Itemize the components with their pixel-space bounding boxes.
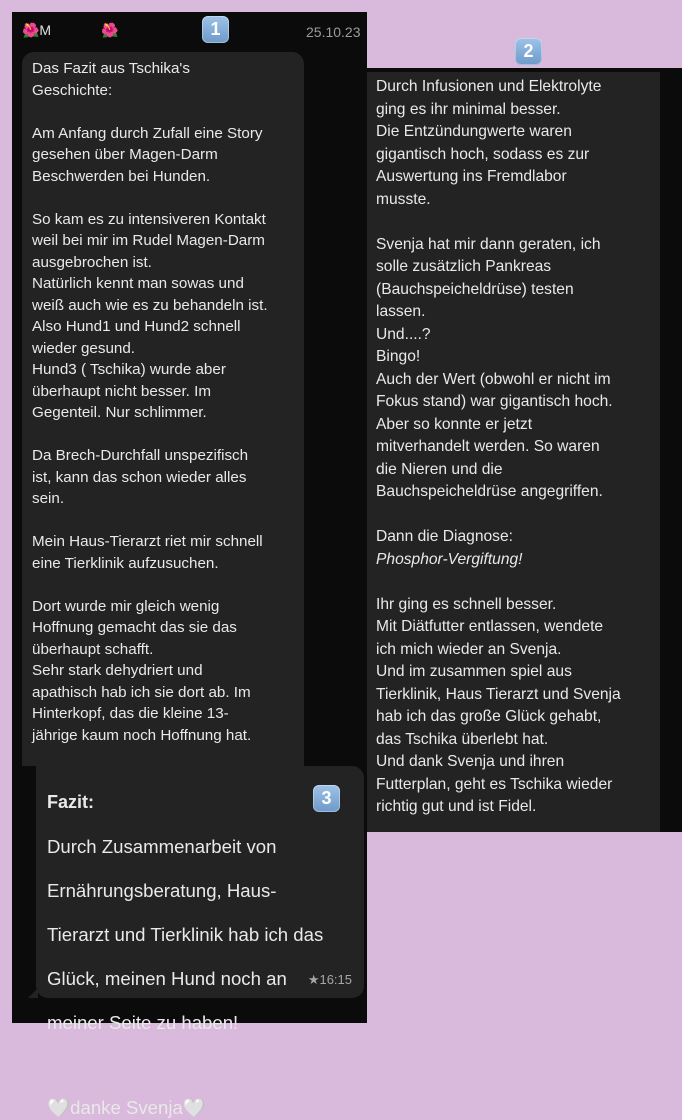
blank-line xyxy=(376,571,660,594)
message-line: Bingo! xyxy=(376,348,421,365)
message-line: eine Tierklinik aufzusuchen. xyxy=(32,554,219,572)
message-line: Gegenteil. Nur schlimmer. xyxy=(32,404,207,421)
message-line: apathisch hab ich sie dort ab. Im xyxy=(32,683,251,701)
sender-name-prefix: 🌺M xyxy=(22,22,52,38)
message-line: die Nieren und die xyxy=(376,460,503,478)
message-date: 25.10.23 xyxy=(306,24,361,40)
message-line: Fokus stand) war gigantisch hoch. xyxy=(376,393,613,410)
message-line: Bauchspeicheldrüse angegriffen. xyxy=(376,483,603,500)
message-line: jährige kaum noch Hoffnung hat. xyxy=(32,726,252,744)
message-line: Also Hund1 und Hund2 schnell xyxy=(32,318,241,335)
message-line: mitverhandelt werden. So waren xyxy=(376,438,600,455)
message-line: gesehen über Magen-Darm xyxy=(32,146,218,163)
message-line: gigantisch hoch, sodass es zur xyxy=(376,145,590,163)
message-line: meiner Seite zu haben! xyxy=(47,1012,239,1034)
message-line: Hoffnung gemacht das sie das xyxy=(32,619,237,636)
message-line: Aber so konnte er jetzt xyxy=(376,415,533,433)
message-line: Dann die Diagnose: xyxy=(376,528,513,545)
message-line: Und....? xyxy=(376,325,431,343)
message-line: wieder gesund. xyxy=(32,339,136,357)
message-line: Am Anfang durch Zufall eine Story xyxy=(32,124,263,142)
message-line: hab ich das große Glück gehabt, xyxy=(376,708,602,725)
bubble-tail xyxy=(28,988,38,998)
message-line: Tierklinik, Haus Tierarzt und Svenja xyxy=(376,685,621,703)
message-line: ist, kann das schon wieder alles xyxy=(32,468,247,486)
message-line: Sehr stark dehydriert und xyxy=(32,662,203,679)
blank-line xyxy=(376,211,660,234)
message-line: Phosphor-Vergiftung! xyxy=(376,550,523,568)
message-line: richtig gut und ist Fidel. xyxy=(376,798,537,815)
blank-line xyxy=(47,1055,352,1077)
message-line: solle zusätzlich Pankreas xyxy=(376,258,552,275)
message-line: sein. xyxy=(32,490,65,507)
message-line: weil bei mir im Rudel Magen-Darm xyxy=(32,232,265,249)
sender-name-suffix: 🌺 xyxy=(101,22,119,38)
message-line: Natürlich kennt man sowas und xyxy=(32,275,244,292)
message-line: überhaupt nicht besser. Im xyxy=(32,382,211,400)
message-3-body xyxy=(47,834,352,1120)
message-line: Svenja hat mir dann geraten, ich xyxy=(376,235,601,253)
message-bubble-1[interactable] xyxy=(22,52,304,766)
message-line: So kam es zu intensiveren Kontakt xyxy=(32,210,266,228)
message-line: Futterplan, geht es Tschika wieder xyxy=(376,775,613,793)
number-badge-3: 3 xyxy=(313,785,340,812)
message-3-title: Fazit: xyxy=(47,792,94,812)
number-badge-2: 2 xyxy=(515,38,542,65)
message-line: Glück, meinen Hund noch an xyxy=(47,968,287,990)
message-line: ausgebrochen ist. xyxy=(32,253,152,271)
message-line: Geschichte: xyxy=(32,81,113,99)
blank-line xyxy=(32,101,294,123)
message-line: Und dank Svenja und ihren xyxy=(376,753,565,770)
message-line: Durch Zusammenarbeit von xyxy=(47,836,277,858)
message-line: Dort wurde mir gleich wenig xyxy=(32,597,220,615)
message-line: Und im zusammen spiel aus xyxy=(376,663,572,680)
message-line: Durch Infusionen und Elektrolyte xyxy=(376,78,602,95)
message-line: Ernährungsberatung, Haus- xyxy=(47,880,277,902)
message-line: Auswertung ins Fremdlabor xyxy=(376,168,567,185)
message-line: Hund3 ( Tschika) wurde aber xyxy=(32,361,226,378)
message-bubble-2[interactable] xyxy=(367,72,660,832)
blank-line xyxy=(32,187,294,209)
redaction-bar xyxy=(53,23,99,39)
message-line: (Bauchspeicheldrüse) testen xyxy=(376,280,574,298)
message-line: überhaupt schafft. xyxy=(32,640,154,658)
message-line: Beschwerden bei Hunden. xyxy=(32,167,211,185)
message-line: Hinterkopf, das die kleine 13- xyxy=(32,705,229,722)
message-line: weiß auch wie es zu behandeln ist. xyxy=(32,296,268,314)
message-line: Die Entzündungwerte waren xyxy=(376,123,572,140)
sender-name xyxy=(22,22,119,39)
blank-line xyxy=(376,504,660,527)
message-line: Da Brech-Durchfall unspezifisch xyxy=(32,447,249,464)
number-badge-1: 1 xyxy=(202,16,229,43)
blank-line xyxy=(32,510,294,532)
message-line: 🤍danke Svenja🤍 xyxy=(47,1096,206,1118)
message-line: ging es ihr minimal besser. xyxy=(376,100,561,118)
message-line: lassen. xyxy=(376,303,426,320)
message-line: Tierarzt und Tierklinik hab ich das xyxy=(47,924,324,946)
blank-line xyxy=(32,424,294,446)
message-line: Auch der Wert (obwohl er nicht im xyxy=(376,370,611,388)
message-line: Mit Diätfutter entlassen, wendete xyxy=(376,618,604,635)
message-time: ★16:15 xyxy=(307,971,352,987)
blank-line xyxy=(32,574,294,596)
message-line: Das Fazit aus Tschika's xyxy=(32,60,190,77)
message-line: Ihr ging es schnell besser. xyxy=(376,595,557,613)
message-line: das Tschika überlebt hat. xyxy=(376,730,549,748)
message-line: ich mich wieder an Svenja. xyxy=(376,640,562,658)
message-line: musste. xyxy=(376,190,431,208)
message-line: Mein Haus-Tierarzt riet mir schnell xyxy=(32,533,263,550)
